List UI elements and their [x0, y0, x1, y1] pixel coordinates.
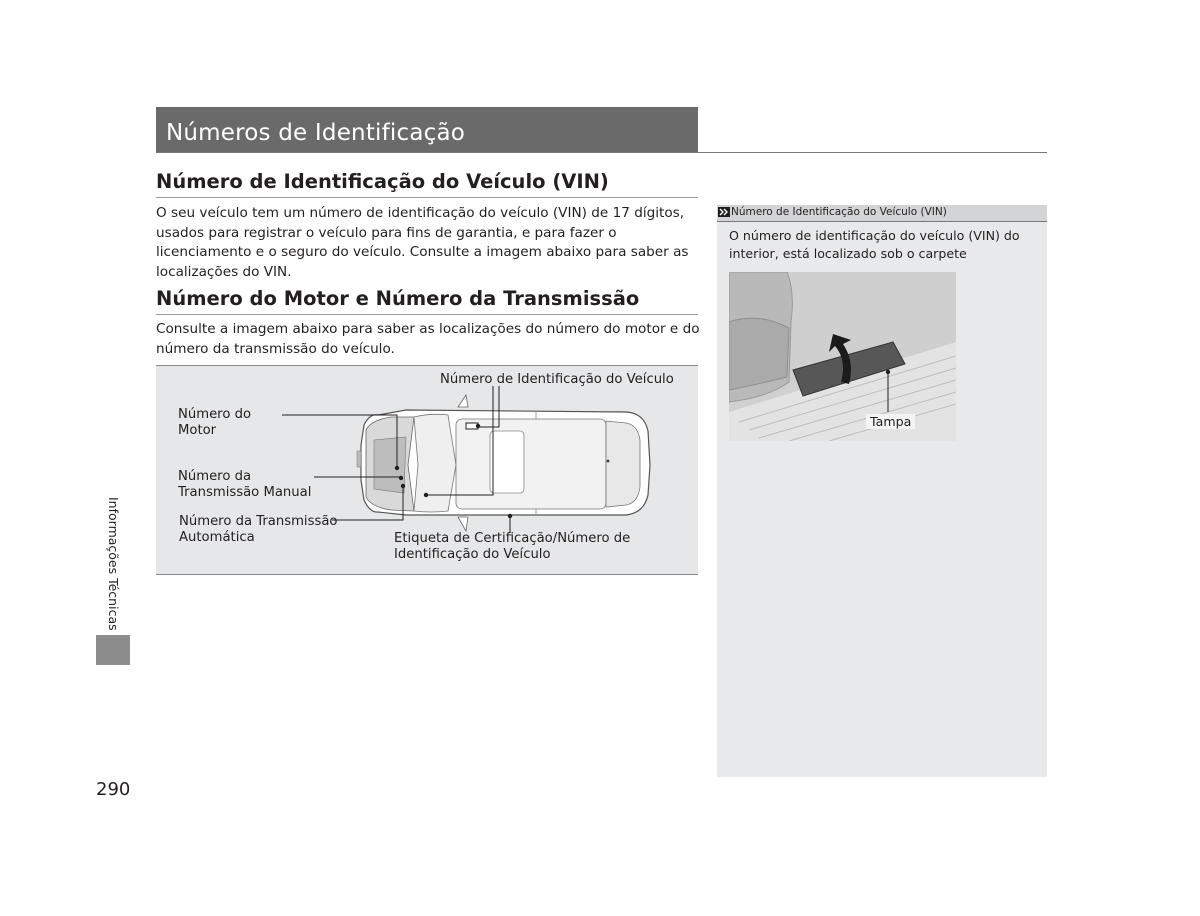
title-rule	[156, 152, 1047, 153]
vin-heading-rule	[156, 197, 698, 198]
label-vin: Número de Identificação do Veículo	[440, 372, 674, 387]
engine-heading: Número do Motor e Número da Transmissão	[156, 287, 640, 310]
label-certification-line2: Identificação do Veículo	[394, 547, 551, 562]
double-chevron-icon	[718, 207, 730, 220]
label-engine-number-line2: Motor	[178, 423, 217, 438]
label-manual-transmission-line1: Número da	[178, 469, 252, 484]
side-tab-marker	[96, 635, 130, 665]
label-manual-transmission-line2: Transmissão Manual	[178, 485, 312, 500]
vin-heading: Número de Identificação do Veículo (VIN)	[156, 170, 609, 193]
label-certification-line1: Etiqueta de Certificação/Número de	[394, 531, 631, 546]
page-number: 290	[96, 779, 131, 800]
vin-body: O seu veículo tem um número de identificação do veículo (VIN) de 17 dígitos, usados para registrar o veículo para fins de garantia, e para fazer o licenciamento e o seguro do veículo. Consulte a imagem abaixo para saber as localizações do VIN.	[156, 205, 689, 280]
label-automatic-transmission-line1: Número da Transmissão	[179, 514, 338, 529]
note-text: O número de identificação do veículo (VIN) do interior, está localizado sob o carpete	[729, 228, 1020, 261]
label-automatic-transmission-line2: Automática	[179, 530, 255, 545]
side-tab-label: Informações Técnicas	[106, 497, 121, 631]
note-header: Número de Identificação do Veículo (VIN)	[731, 206, 947, 218]
label-engine-number-line1: Número do	[178, 407, 252, 422]
engine-heading-rule	[156, 314, 698, 315]
photo-label-tampa: Tampa	[866, 414, 915, 429]
section-title: Números de Identificação	[166, 120, 466, 146]
carpet-vin-photo	[729, 272, 956, 441]
engine-body: Consulte a imagem abaixo para saber as localizações do número do motor e do número da transmissão do veículo.	[156, 321, 700, 357]
note-header-rule	[717, 221, 1047, 222]
